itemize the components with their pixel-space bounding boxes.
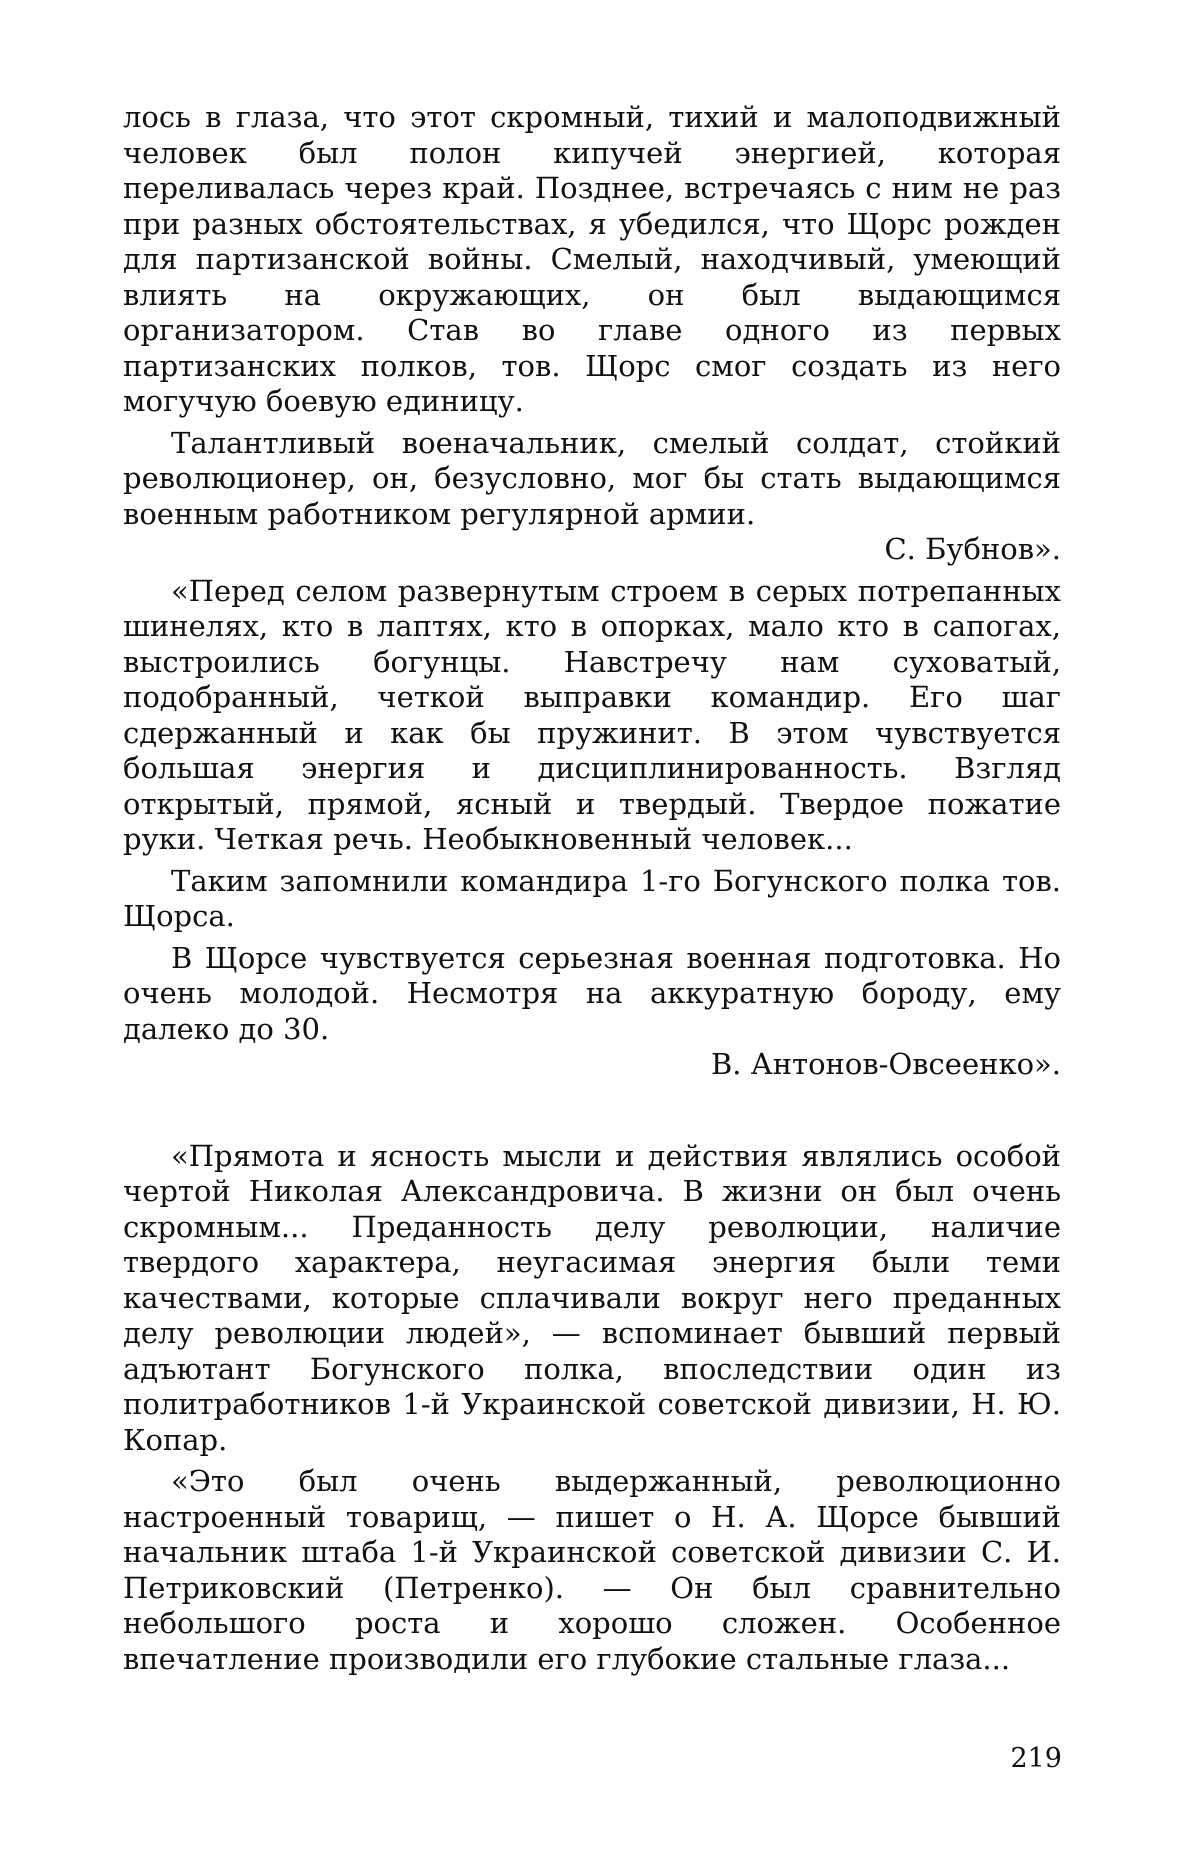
- paragraph-before-village: «Перед селом развернутым строем в серых потрепанных шинелях, кто в лаптях, кто в опорках, мало кто в сапогах, выстроились богунцы. Навстречу нам суховатый, подобранный, четкой выправки командир. Его шаг сдержанный и как бы пружинит. В этом чувствуется большая энергия и дисциплинированность. Взгляд открытый, прямой, ясный и твердый. Твердое пожатие руки. Четкая речь. Необыкновенный человек...: [123, 573, 1061, 856]
- signature-bubnov: С. Бубнов».: [884, 532, 1061, 566]
- paragraph-remembered: Таким запомнили командира 1-го Богунского полка тов. Щорса.: [123, 863, 1061, 933]
- paragraph-continuation: лось в глаза, что этот скромный, тихий и малоподвижный человек был полон кипучей энергией, которая переливалась через край. Позднее, встречаясь с ним не раз при разных обстоятельствах, я убедился, что Щорс рожден для партизанской войны. Смелый, находчивый, умеющий влиять на окружающих, он был выдающимся организатором. Став во главе одного из первых партизанских полков, тов. Щорс смог создать из него могучую боевую единицу.: [123, 100, 1061, 418]
- paragraph-military-training: В Щорсе чувствуется серьезная военная подготовка. Но очень молодой. Несмотря на аккуратную бороду, ему далеко до 30.: [123, 940, 1061, 1046]
- paragraph-straightness: «Прямота и ясность мысли и действия являлись особой чертой Николая Александровича. В жизни он был очень скромным... Преданность делу революции, наличие твердого характера, неугасимая энергия были теми качествами, которые сплачивали вокруг него преданных делу революции людей», — вспоминает бывший первый адъютант Богунского полка, впоследствии один из политработников 1-й Украинской советской дивизии, Н. Ю. Копар.: [123, 1138, 1061, 1457]
- section-gap: [123, 1083, 1061, 1139]
- paragraph-talented-commander: Талантливый военачальник, смелый солдат, стойкий революционер, он, безусловно, мог бы стать выдающимся военным работником регулярной армии.: [123, 425, 1061, 531]
- signature-antonov-ovseenko: В. Антонов-Овсеенко».: [711, 1047, 1061, 1081]
- paragraph-petrikovsky: «Это был очень выдержанный, революционно настроенный товарищ, — пишет о Н. А. Щорсе бывший начальник штаба 1-й Украинской советской дивизии С. И. Петриковский (Петренко). — Он был сравнительно небольшого роста и хорошо сложен. Особенное впечатление производили его глубокие стальные глаза...: [123, 1464, 1061, 1676]
- page-body: [123, 100, 1061, 1677]
- page-number: 219: [1010, 1743, 1062, 1774]
